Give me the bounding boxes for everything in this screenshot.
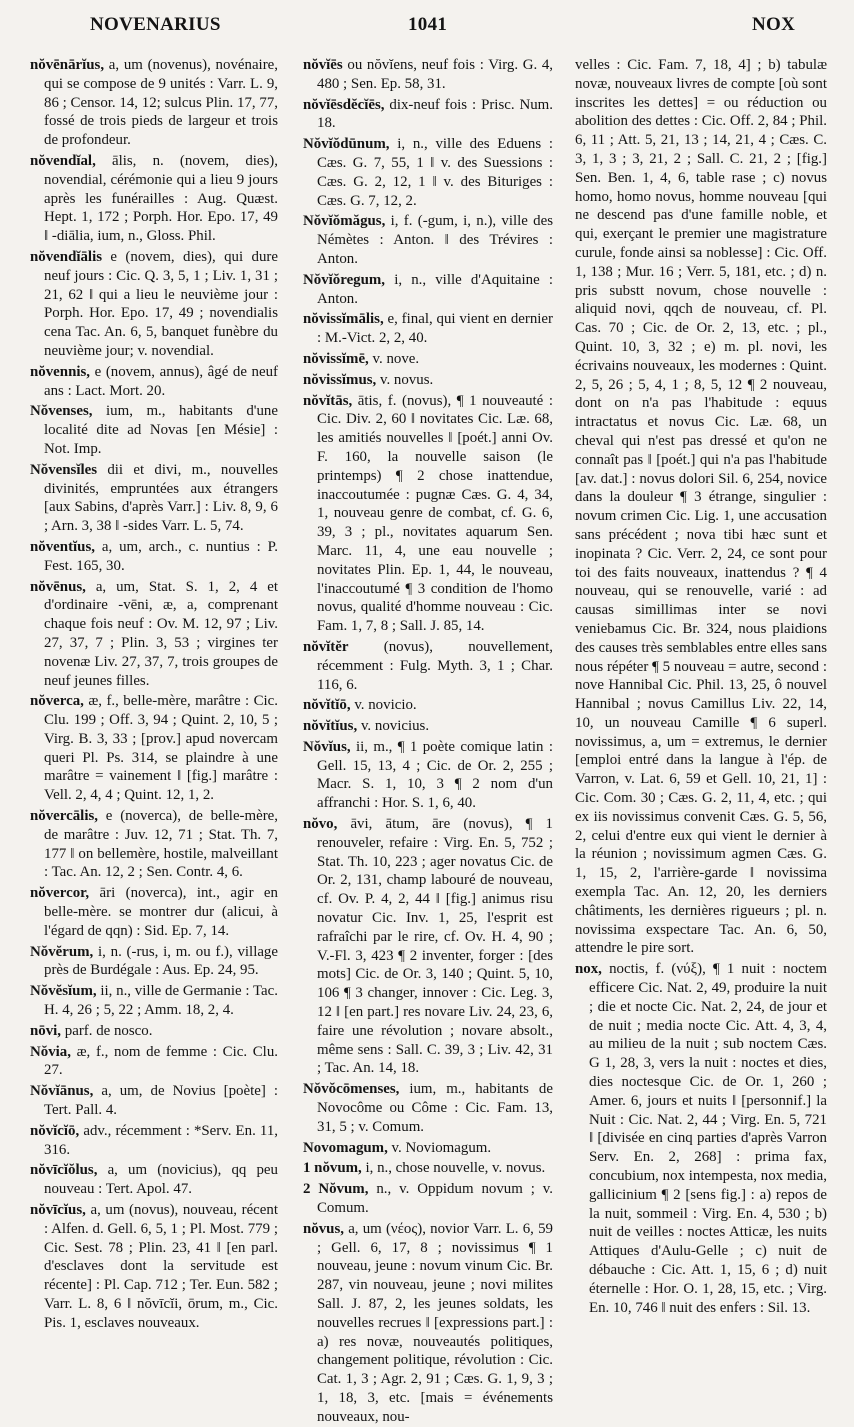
dictionary-entry [30,402,278,458]
entry-definition: ātis, f. (novus), ¶ 1 nouveauté : Cic. Div. 2, 60 ‖ novitates Cic. Læ. 68, les amitiés nouvelles ‖ [poét.] anni Ov. F. 160, la nouvelle saison (le printemps) ¶ 2 chose inattendue, inaccoutumée : pugnæ Cæs. G. 4, 34, 1, nouveau genre de combat, cf. G. 6, 39, 3 ; pl., novitates aquarum Sen. Marc. 11, 4, une eau nouvelle ; novitates Plin. Ep. 1, 44, le nouveau, l'inaccoutumé ¶ 3 condition de l'homo novus, qualité d'homme nouveau : Cic. Fam. 1, 7, 8 ; Sall. J. 85, 14. [317,392,553,635]
entry-headword: Nŏvĭŏdūnum, [303,136,390,153]
dictionary-entry [303,1180,553,1218]
entry-headword: nŏvĭtĭus, [303,718,358,735]
dictionary-entry [303,1139,553,1158]
dictionary-entry [30,884,278,940]
entry-headword: nŏventĭus, [30,538,95,555]
entry-headword: nŏvercor, [30,885,90,902]
entry-headword: nox, [575,961,602,978]
entry-headword: Nŏvĭŏregum, [303,271,386,288]
dictionary-entry [303,1080,553,1136]
entry-definition: e (noverca), de belle-mère, de marâtre : Juv. 12, 71 ; Stat. Th. 7, 177 ‖ on bellemère, hostile, malveillant : Tac. An. 12, 2 ; Sen. Contr. 4, 6. [44,808,278,881]
entry-headword: nŏvēnārĭus, [30,57,105,73]
entry-definition: dii et divi, m., nouvelles divinités, empruntées aux étrangers [aux Sabins, d'après Varr.] : Liv. 8, 9, 6 ; Arn. 3, 38 ‖ -sides Varr. L. 5, 74. [44,461,278,535]
column-middle [303,56,554,1425]
entry-definition: ium, m., habitants de Novocôme ou Côme : Cic. Fam. 13, 31, 5 ; v. Comum. [317,1081,553,1135]
entry-headword: nŏvissĭmālis, [303,311,384,328]
entry-definition: ālis, n. (novem, dies), novendial, cérémonie qui a lieu 9 jours après les funérailles : Aug. Quæst. Hept. 1, 172 ; Porph. Hor. Epo. 17, 49 ‖ -diālia, ium, n., Gloss. Phil. [44,152,278,245]
entry-headword: Nŏvĕsĭum, [30,983,97,1000]
entry-definition: i, n., ville des Eduens : Cæs. G. 7, 55, 1 ‖ v. des Suessions : Cæs. G. 2, 12, 1 ‖ v. des Bituriges : Cæs. G. 7, 12, 2. [317,136,553,209]
running-head-right: NOX [752,14,796,35]
dictionary-entry [303,696,553,715]
dictionary-entry [303,350,553,369]
entry-definition: v. novicius. [360,718,430,735]
entry-headword: Nŏvenses, [30,403,93,420]
entry-definition: āvi, ātum, āre (novus), ¶ 1 renouveler, refaire : Virg. En. 5, 752 ; Stat. Th. 10, 223 ; ager novatus Cic. de Or. 2, 131, champ labouré de nouveau, cf. Ov. P. 4, 2, 44 ‖ [fig.] animus risu novatur Cic. Inv. 1, 25, l'esprit est rafraîchi par le rire, cf. Ov. H. 4, 90 ; V.-Fl. 3, 423 ¶ 2 inventer, forger : [des mots] Cic. de Or. 3, 140 ; Quint. 5, 10, 106 ¶ 3 changer, innover : Cic. Leg. 3, 12 ‖ [en part.] res novare Liv. 24, 23, 6, faire une révolution ; novare absolt., même sens : Sall. C. 39, 3 ; Liv. 42, 31 ; Tac. An. 14, 18. [317,816,553,1077]
entry-headword: Nŏvia, [30,1043,71,1060]
entry-definition: a, um, Stat. S. 1, 2, 4 et d'ordinaire -vēni, æ, a, comprenant chaque fois neuf : Ov. M. 12, 97 ; Liv. 27, 37, 7 ; Plin. 3, 53 ; virgines ter novenæ Liv. 27, 37, 7, trois groupes de neuf jeunes filles. [44,578,278,689]
dictionary-entry [303,310,553,348]
dictionary-entry [303,1220,553,1427]
dictionary-entry [303,271,553,309]
entry-definition: æ, f., nom de femme : Cic. Clu. 27. [44,1043,278,1079]
dictionary-entry [303,392,553,636]
entry-definition: i, f. (-gum, i, n.), ville des Némètes : Anton. ‖ des Trévires : Anton. [317,213,554,267]
dictionary-entry [30,982,278,1020]
dictionary-entry [30,538,278,576]
running-head-left: NOVENARIUS [90,14,221,35]
entry-headword: nŏvĭtĕr [303,638,349,655]
entry-headword: Novomagum, [303,1139,388,1156]
entry-headword: nŏvĭcĭō, [30,1122,80,1139]
dictionary-entry [30,943,278,981]
entry-definition: e (novem, dies), qui dure neuf jours : Cic. Q. 3, 5, 1 ; Liv. 1, 31 ; 21, 62 ‖ qui a lieu le neuvième jour : Porph. Hor. Epo. 17, 49 ; novendialis cena Tac. An. 6, 5, banquet funèbre du neuvième jour; v. novendial. [44,248,278,359]
entry-definition: a, um (νέος), novior Varr. L. 6, 59 ; Gell. 6, 17, 8 ; novissimus ¶ 1 nouveau, jeune : novum vinum Cic. Br. 287, vin nouveau, jeune ; novi milites Sall. J. 87, 2, les jeunes soldats, les nouvelles recrues ‖ [expressions part.] : a) res novæ, nouveautés politiques, changement politique, révolution : Cic. Cat. 1, 3 ; Agr. 2, 91 ; Cæs. G. 1, 9, 3 ; 1, 18, 3, etc. [mais = événements nouveaux, nou- [317,1220,553,1425]
column-left [30,56,278,1346]
entry-definition: i, n. (-rus, i, m. ou f.), village près de Burdégale : Aus. Ep. 24, 95. [44,943,278,979]
entry-definition: ii, m., ¶ 1 poète comique latin : Gell. 15, 13, 4 ; Cic. de Or. 2, 255 ; Macr. S. 1, 10, 3 ¶ 2 nom d'un affranchi : Hor. S. 1, 6, 40. [317,738,553,812]
entry-definition: a, um (novicius), qq peu nouveau : Tert. Apol. 47. [44,1162,278,1198]
entry-definition: ii, n., ville de Germanie : Tac. H. 4, 26 ; 5, 22 ; Amm. 18, 2, 4. [44,983,278,1019]
entry-headword: nŏvercālis, [30,808,98,825]
dictionary-entry [303,738,553,813]
entry-definition: a, um (novus), nouveau, récent : Alfen. d. Gell. 6, 5, 1 ; Pl. Most. 779 ; Cic. Sest. 78 ; Plin. 23, 41 ‖ [en parl. d'esclaves dont la servitude est récente] : Pl. Cap. 712 ; Ter. Eun. 582 ; Varr. L. 8, 6 ‖ nŏvīcĭi, ōrum, m., Cic. Pis. 1, esclaves nouveaux. [44,1202,278,1331]
dictionary-entry [303,212,553,268]
entry-definition: noctis, f. (νύξ), ¶ 1 nuit : noctem efficere Cic. Nat. 2, 49, produire la nuit ; die et nocte Cic. Nat. 2, 24, de jour et de nuit ; media nocte Cic. Att. 4, 3, 4, au milieu de la nuit ; sub noctem Cæs. G 1, 28, 3, vers la nuit : noctes et dies, dies noctesque Cic. de Or. 1, 260 ; Amer. 6, jours et nuits ‖ [personnif.] la Nuit : Cic. Nat. 2, 44 ; Virg. En. 5, 721 ‖ [divisée en cinq parties d'après Varron Serv. En. 2, 268] : prima fax, concubium, nox intempesta, nox media, gallicinium ¶ 2 [sens fig.] : a) repos de la nuit, sommeil : Virg. En. 4, 530 ; b) nuit de veilles : noctes Atticæ, les nuits Attiques d'Aulu-Gelle ; c) nuit de débauche : Cic. Att. 1, 15, 6 ; d) nuit éternelle : Hor. O. 1, 28, 15, etc. ; Virg. En. 10, 746 ‖ nuit des enfers : Sil. 13. [589,961,827,1316]
entry-headword: 1 nŏvum, [303,1160,362,1177]
dictionary-entry [303,56,553,94]
dictionary-entry [30,1043,278,1081]
entry-definition: æ, f., belle-mère, marâtre : Cic. Clu. 199 ; Off. 3, 94 ; Quint. 2, 10, 5 ; Virg. B. 3, 33 ; [prov.] apud novercam queri Pl. Ps. 314, se plaindre à une marâtre = vainement ‖ [fig.] marâtre : Vell. 2, 4, 4 ; Quint. 12, 1, 2. [44,693,278,804]
entry-definition: i, n., ville d'Aquitaine : Anton. [317,271,553,307]
entry-definition: dix-neuf fois : Prisc. Num. 18. [317,96,553,132]
entry-definition: i, n., chose nouvelle, v. novus. [365,1160,546,1177]
dictionary-entry [30,1022,278,1041]
dictionary-entry [30,152,278,246]
entry-headword: nŏvendĭal, [30,152,96,169]
entry-definition: v. novus. [379,371,434,388]
entry-headword: Nŏvensĭles [30,461,98,478]
dictionary-entry [303,96,553,134]
entry-headword: nŏverca, [30,693,84,710]
entry-definition: āri (noverca), int., agir en belle-mère. se montrer dur (alicui, à l'égard de qqn) : Sid. Ep. 7, 14. [44,885,278,939]
dictionary-entry [303,717,553,736]
dictionary-entry [303,638,553,694]
dictionary-entry [30,461,278,536]
entry-definition: v. Noviomagum. [391,1139,492,1156]
entry-headword: nŏvĭtĭō, [303,697,351,714]
entry-headword: Nŏvĭŏmăgus, [303,213,386,230]
dictionary-entry [30,578,278,691]
dictionary-entry [30,1161,278,1199]
entry-headword: nŏvendĭālis [30,248,102,265]
entry-definition: e, final, qui vient en dernier : M.-Vict. 2, 2, 40. [317,311,553,347]
entry-headword: nŏvĭēs [303,57,343,73]
entry-headword: 2 Nŏvum, [303,1181,369,1198]
entry-definition: parf. de nosco. [64,1022,153,1039]
dictionary-entry [30,1082,278,1120]
dictionary-entry [30,248,278,361]
entry-headword: Nŏvŏcōmenses, [303,1081,400,1098]
dictionary-entry [303,135,553,210]
dictionary-entry [575,56,827,958]
entry-definition: a, um (novenus), novénaire, qui se compose de 9 unités : Varr. L. 9, 86 ; Censor. 14, 12; sulcus Plin. 17, 77, fossé de trois pieds de largeur et trois de profondeur. [44,57,278,149]
entry-definition: a, um, arch., c. nuntius : P. Fest. 165, 30. [44,538,278,574]
entry-headword: nŏvissĭmus, [303,371,377,388]
entry-headword: nŏvīcĭŏlus, [30,1162,98,1179]
entry-headword: nŏvennis, [30,363,90,380]
entry-headword: nōvi, [30,1022,62,1039]
dictionary-entry [303,1159,553,1178]
dictionary-entry [575,960,827,1317]
entry-definition: v. novicio. [354,697,417,714]
entry-definition: adv., récemment : *Serv. En. 11, 316. [44,1122,278,1158]
entry-headword: Nŏvĕrum, [30,943,94,960]
entry-headword: nŏvīcĭus, [30,1202,86,1219]
page-header [0,14,854,44]
entry-definition: e (novem, annus), âgé de neuf ans : Lact. Mort. 20. [44,363,279,399]
entry-definition: n., v. Oppidum novum ; v. Comum. [317,1181,553,1217]
entry-headword: nŏvĭtās, [303,392,353,409]
entry-headword: nŏvēnus, [30,578,86,595]
entry-headword: nŏvissĭmē, [303,350,369,367]
dictionary-entry [30,1122,278,1160]
dictionary-entry [30,692,278,805]
dictionary-entry [303,371,553,390]
dictionary-entry [30,56,278,150]
entry-headword: Nŏvĭānus, [30,1083,94,1100]
entry-definition: velles : Cic. Fam. 7, 18, 4] ; b) tabulæ novæ, nouveaux livres de compte [où sont inscrites les dettes] = ou réduction ou abolition des dettes : Cic. Off. 2, 84 ; Phil. 6, 11 ; Att. 5, 21, 13 ; 14, 21, 4 ; Cæs. C. 3, 1, 3 ; 3, 21, 2 ; Sall. C. 21, 2 ; [fig.] Sen. Ben. 1, 4, 6, table rase ; c) novus homo, homo novus, homme nouveau [qui ne descend pas d'une famille noble, et qui, exerçant le premier une magistrature curule, fonde ainsi sa noblesse] : Cic. Off. 1, 138 ; Mur. 16 ; Verr. 5, 181, etc. ; d) n. pris substt novum, chose nouvelle : aliquid novi, qqch de nouveau, cf. Pl. Cas. 70 ; Cic. de Or. 2, 13, etc. ; pl., Quint. 10, 3, 32 ; e) m. pl. novi, les écrivains nouveaux, les modernes : Quint. 2, 5, 26 ; 5, 4, 1 ; 8, 5, 12 ¶ 2 nouveau, dont on n'a pas l'habitude : equus intractatus et novus Cic. Læ. 68, un cheval qui n'est pas dressé et qu'on ne connaît pas ‖ [poét.] qui n'a pas l'habitude [av. dat.] : novus dolori Sil. 6, 254, novice dans la douleur ¶ 3 étrange, singulier : novum crimen Cic. Lig. 1, une accusation sans précédent ; nova tibi hæc sunt et inopinata ? Cic. Verr. 2, 24, ce sont pour toi des faits nouveaux, inattendus ? ¶ 4 nouveau, qui se renouvelle, varié : ad causas simillimas inter se novi veniebamus Cic. Br. 324, nous plaidions des causes très semblables entre elles sans nous répéter ¶ 5 nouveau = autre, second : nove Hannibal Cic. Phil. 13, 25, ô nouvel Hannibal ; novus Camillus Liv. 22, 14, 10, un nouveau Camille ¶ 6 superl. novissimus, a, um = extremus, le dernier [emploi entré dans la langue à l'ép. de Varron, v. Lat. 6, 59 et Gell. 10, 21, 1] : Cic. Com. 30 ; Cæs. G. 2, 11, 4, etc. ; qui ex iis novissimus convenit Cæs. G. 5, 56, 2, celui d'entre eux qui vient le dernier à la réunion ; novissimum agmen Cæs. G. 1, 15, 2, l'arrière-garde ‖ novissima exempla Tac. An. 12, 20, les derniers châtiments, les dernières rigueurs ; pl. n. novissima exspectare Tac. An. 6, 50, attendre le pire sort. [575,57,827,957]
entry-headword: Nŏvĭus, [303,738,351,755]
entry-definition: ium, m., habitants d'une localité dite ad Novas [en Mésie] : Not. Imp. [44,403,278,457]
dictionary-entry [30,363,278,401]
entry-definition: v. nove. [372,350,420,367]
column-right [575,56,827,1346]
dictionary-entry [30,807,278,882]
entry-definition: a, um, de Novius [poète] : Tert. Pall. 4. [44,1083,278,1119]
entry-headword: nŏvus, [303,1220,344,1237]
entry-definition: (novus), nouvellement, récemment : Fulg. Myth. 3, 1 ; Char. 116, 6. [317,638,553,693]
entry-headword: nŏvo, [303,816,338,833]
page-number: 1041 [408,14,448,35]
entry-definition: ou nŏvĭens, neuf fois : Virg. G. 4, 480 ; Sen. Ep. 58, 31. [317,57,553,92]
dictionary-entry [30,1201,278,1333]
dictionary-entry [303,815,553,1078]
entry-headword: nŏvĭēsdĕcĭēs, [303,96,385,113]
